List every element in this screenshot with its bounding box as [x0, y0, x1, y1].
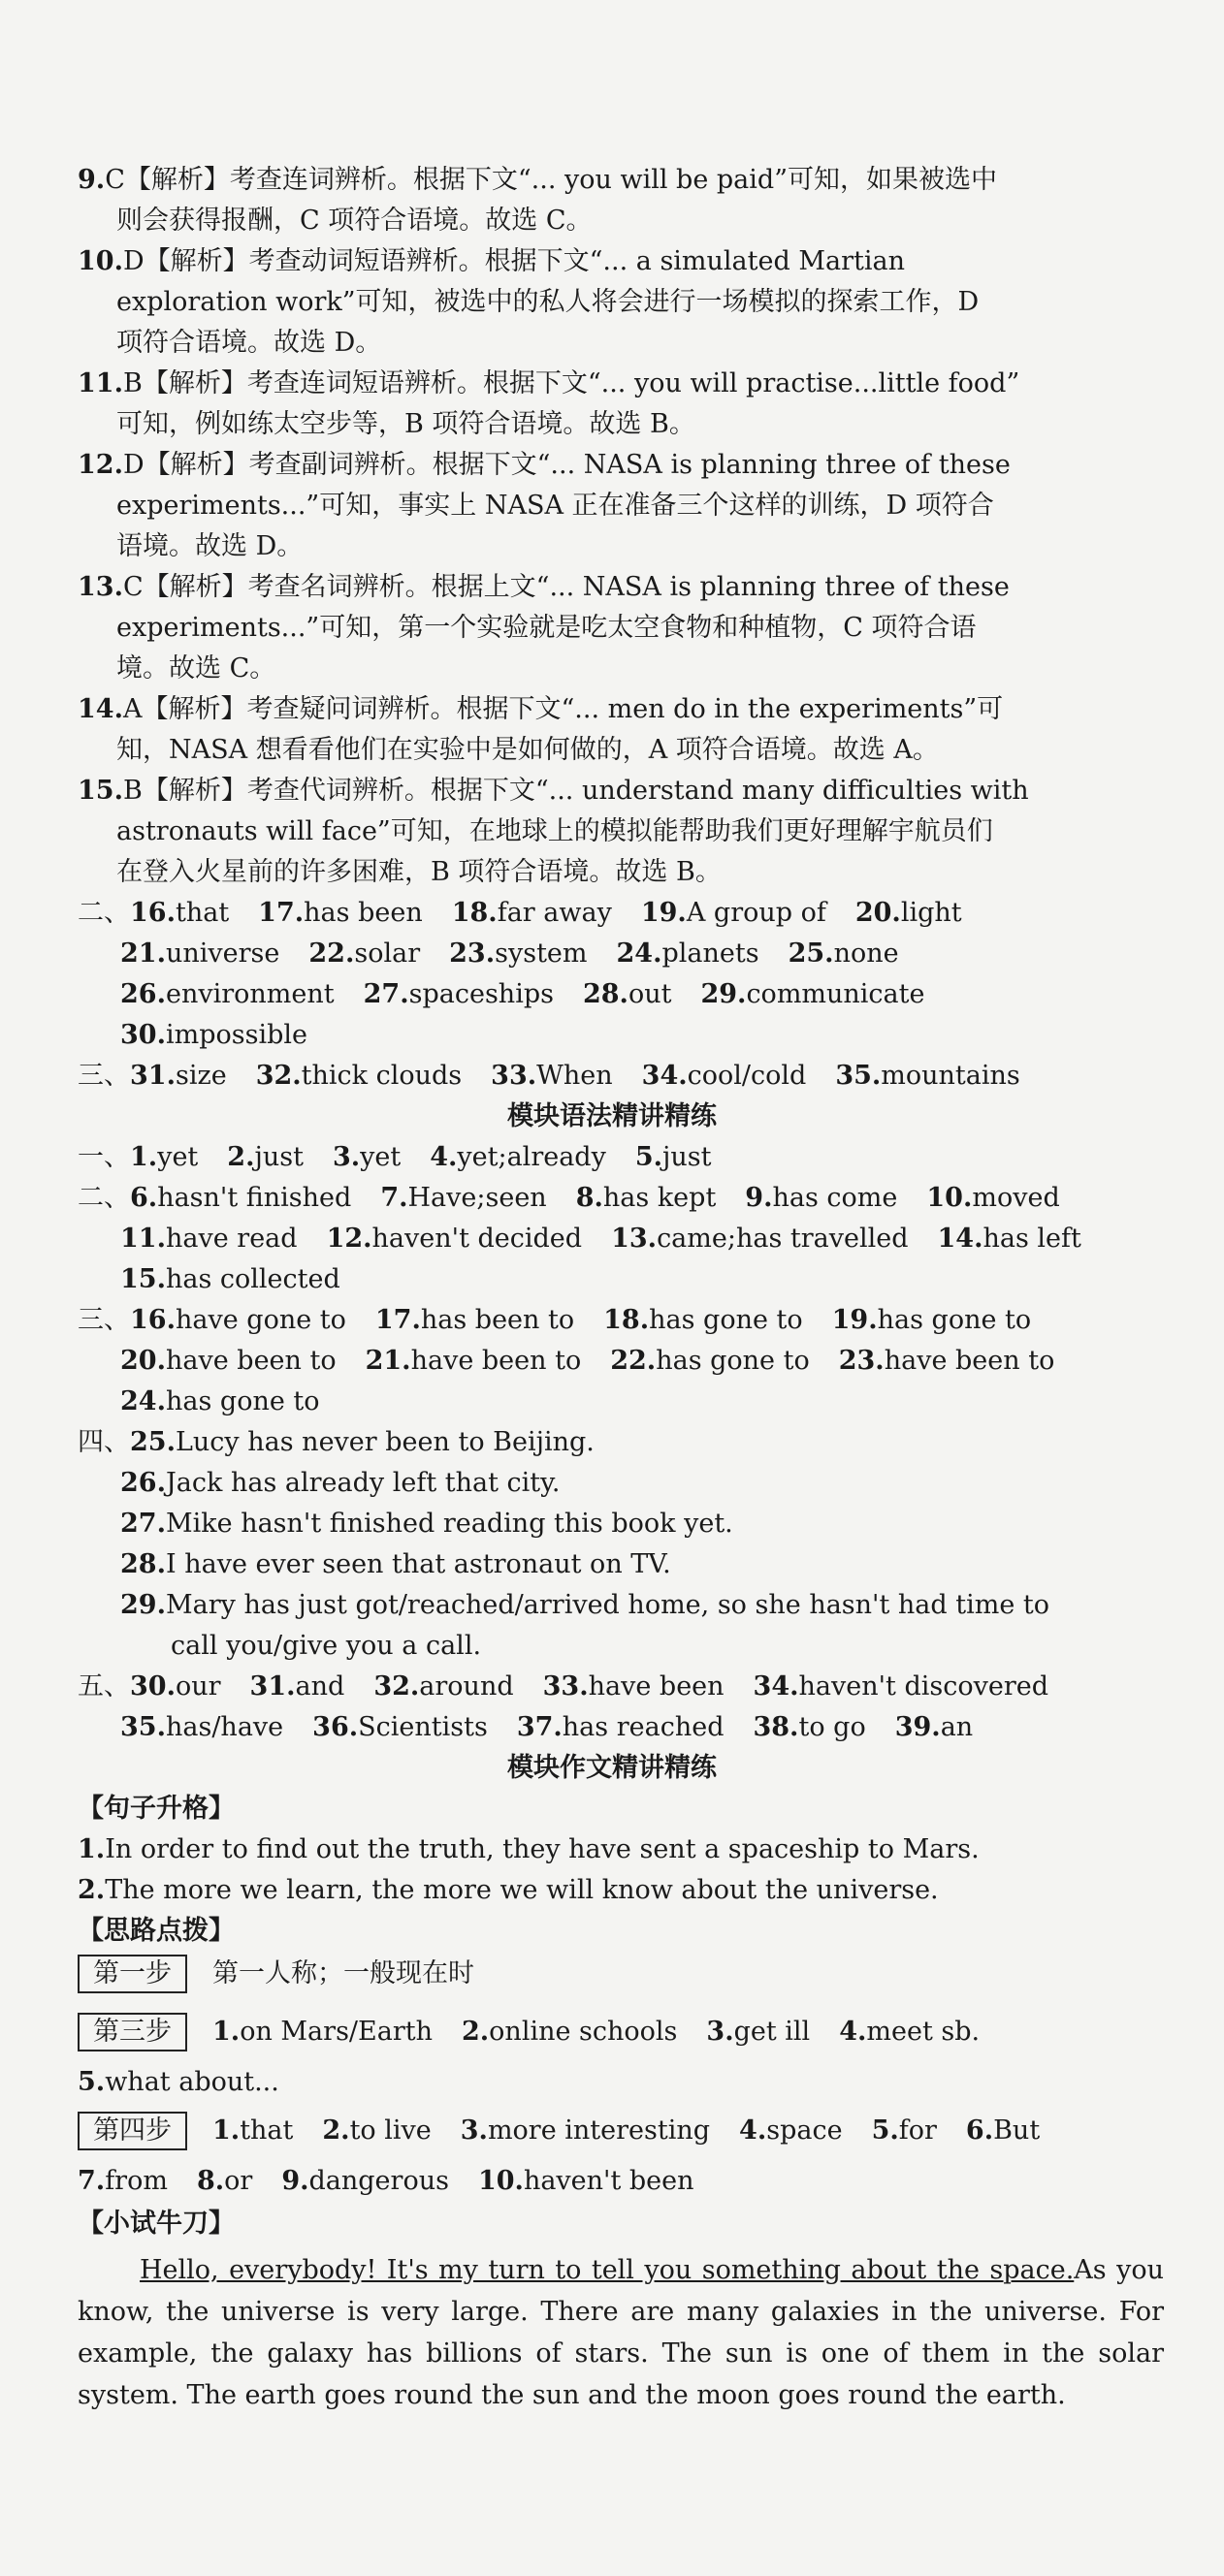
- try-it-title: 【小试牛刀】: [78, 2209, 235, 2239]
- item-12-line-3: 语境。故选 D。: [116, 531, 304, 561]
- sentence-upgrade-title: 【句子升格】: [78, 1794, 235, 1824]
- item-9-line-1: 9.C【解析】考查连词辨析。根据下文“... you will be paid”可知，如果被选中: [78, 165, 998, 195]
- item-15-line-1: 15.B【解析】考查代词辨析。根据下文“... understand many difficulties with: [78, 776, 1029, 806]
- section-2-row-1: 二、16.that 17.has been 18.far away 19.A group of 20.light: [78, 898, 962, 928]
- grammar-1-row: 一、1.yet 2.just 3.yet 4.yet;already 5.just: [78, 1142, 712, 1172]
- heading-grammar: 模块语法精讲精练: [507, 1101, 717, 1131]
- sentence-1: 1.In order to find out the truth, they have sent a spaceship to Mars.: [78, 1834, 980, 1864]
- item-12-line-2: experiments...”可知，事实上 NASA 正在准备三个这样的训练，D 项符合: [116, 491, 994, 521]
- step-3-row: 第三步 1.on Mars/Earth 2.online schools 3.get ill 4.meet sb.: [78, 2013, 1009, 2051]
- item-14-line-2: 知，NASA 想看看他们在实验中是如何做的，A 项符合语境。故选 A。: [116, 735, 939, 765]
- grammar-5-row-1: 五、30.our 31.and 32.around 33.have been 34.haven't discovered: [78, 1671, 1049, 1701]
- item-13-line-3: 境。故选 C。: [116, 653, 276, 684]
- step-4-cont: 7.from 8.or 9.dangerous 10.haven't been: [78, 2166, 694, 2196]
- grammar-2-row-3: 15.has collected: [120, 1264, 340, 1294]
- section-2-row-2: 21.universe 22.solar 23.system 24.planets 25.none: [120, 938, 899, 969]
- essay-body: As you know, the universe is very large. There are many galaxies in the universe. For example, the galaxy has billions of stars. The sun is one of them in the solar system. The earth goes round the sun and the moon goes round the earth.: [78, 2255, 1164, 2410]
- heading-writing: 模块作文精讲精练: [507, 1753, 717, 1783]
- grammar-3-row-1: 三、16.have gone to 17.has been to 18.has gone to 19.has gone to: [78, 1305, 1032, 1335]
- item-11-line-1: 11.B【解析】考查连词短语辨析。根据下文“... you will practise...little food”: [78, 368, 1020, 398]
- item-14-line-1: 14.A【解析】考查疑问词辨析。根据下文“... men do in the experiments”可: [78, 694, 1004, 724]
- step-4-label: 第四步: [78, 2112, 187, 2150]
- essay-opening-underlined: Hello, everybody! It's my turn to tell you something about the space.: [140, 2255, 1075, 2285]
- sentence-2: 2.The more we learn, the more we will know about the universe.: [78, 1875, 939, 1905]
- item-9-line-2: 则会获得报酬，C 项符合语境。故选 C。: [116, 206, 593, 236]
- section-3-row-1: 三、31.size 32.thick clouds 33.When 34.cool/cold 35.mountains: [78, 1061, 1020, 1091]
- item-13-line-1: 13.C【解析】考查名词辨析。根据上文“... NASA is planning three of these: [78, 572, 1010, 602]
- grammar-4-item-27: 27.Mike hasn't finished reading this book yet.: [120, 1509, 733, 1539]
- essay-paragraph: [78, 2249, 1164, 2416]
- item-10-line-1: 10.D【解析】考查动词短语辨析。根据下文“... a simulated Martian: [78, 246, 905, 276]
- grammar-4-item-28: 28.I have ever seen that astronaut on TV.: [120, 1549, 671, 1579]
- grammar-2-row-2: 11.have read 12.haven't decided 13.came;has travelled 14.has left: [120, 1224, 1081, 1254]
- section-2-row-4: 30.impossible: [120, 1020, 308, 1050]
- step-3-cont: 5.what about...: [78, 2067, 279, 2097]
- grammar-5-row-2: 35.has/have 36.Scientists 37.has reached 38.to go 39.an: [120, 1712, 974, 1742]
- grammar-4-item-29-cont: call you/give you a call.: [171, 1631, 482, 1661]
- step-4-row: 第四步 1.that 2.to live 3.more interesting 4.space 5.for 6.But: [78, 2112, 1069, 2150]
- grammar-4-item-25: 四、25.Lucy has never been to Beijing.: [78, 1427, 595, 1457]
- grammar-4-item-29: 29.Mary has just got/reached/arrived home, so she hasn't had time to: [120, 1590, 1050, 1620]
- step-3-label: 第三步: [78, 2013, 187, 2051]
- item-10-line-2: exploration work”可知，被选中的私人将会进行一场模拟的探索工作，D: [116, 287, 980, 317]
- grammar-4-item-26: 26.Jack has already left that city.: [120, 1468, 561, 1498]
- grammar-2-row-1: 二、6.hasn't finished 7.Have;seen 8.has kept 9.has come 10.moved: [78, 1183, 1060, 1213]
- item-10-line-3: 项符合语境。故选 D。: [116, 328, 382, 358]
- step-1-label: 第一步: [78, 1955, 187, 1993]
- item-15-line-2: astronauts will face”可知，在地球上的模拟能帮助我们更好理解宇航员们: [116, 816, 993, 846]
- grammar-3-row-2: 20.have been to 21.have been to 22.has gone to 23.have been to: [120, 1346, 1055, 1376]
- idea-tips-title: 【思路点拨】: [78, 1916, 235, 1946]
- item-13-line-2: experiments...”可知，第一个实验就是吃太空食物和种植物，C 项符合语: [116, 613, 977, 643]
- item-15-line-3: 在登入火星前的许多困难，B 项符合语境。故选 B。: [116, 857, 722, 887]
- item-11-line-2: 可知，例如练太空步等，B 项符合语境。故选 B。: [116, 409, 695, 439]
- section-2-row-3: 26.environment 27.spaceships 28.out 29.communicate: [120, 979, 925, 1009]
- item-12-line-1: 12.D【解析】考查副词辨析。根据下文“... NASA is planning three of these: [78, 450, 1011, 480]
- grammar-3-row-3: 24.has gone to: [120, 1386, 320, 1416]
- step-1-row: 第一步 第一人称；一般现在时: [78, 1955, 474, 1993]
